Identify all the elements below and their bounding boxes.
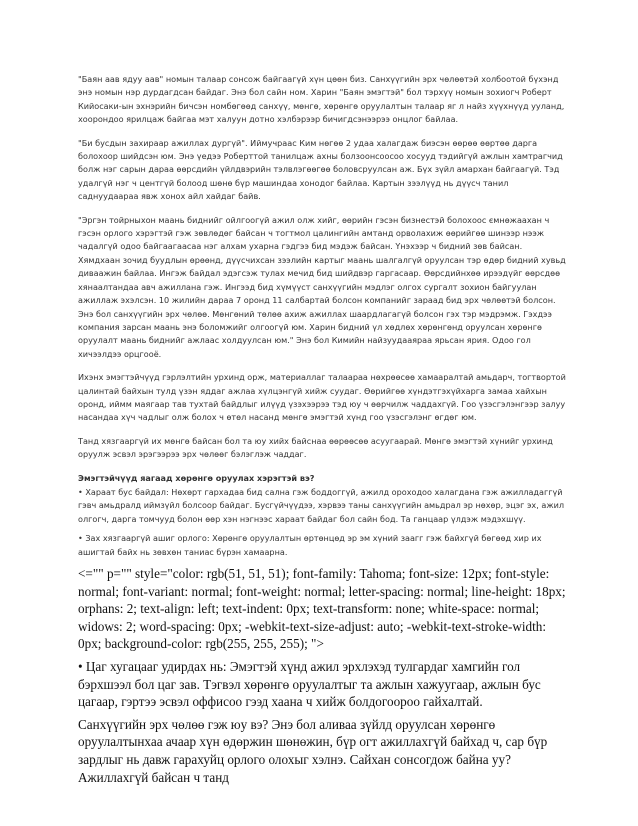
intro-paragraph: "Баян аав ядуу аав" номын талаар сонсож байгаагүй хүн цөөн биз. Санхүүгийн эрх чөлөөтэй холбоотой бүхэнд энэ номын нэр дурдагдсан байдаг. Энэ бол сайн ном. Харин "Баян эмэгтэй" бол тэрхүү номын зохиогч Роберт Кийосаки-ын эхнэрийн бичсэн номбөгөөд санхүү, мөнгө, хөрөнгө оруулалтын талаар яг л найз хүүхнүүд ууланд, хоорондоо ярилцаж байгаа мэт халуун дотно хэлбэрээр бичигдсэнээрээ онцлог байлаа.: [78, 74, 565, 125]
section-heading: Эмэгтэйчүүд яагаад хөрөнгө оруулах хэрэгтэй вэ?: [78, 472, 315, 483]
bullet-time-management: • Цаг хугацааг удирдах нь: Эмэгтэй хүнд ажил эрхлэхэд тулгардаг хамгийн гол бэрхшээл бол цаг зав. Тэгвэл хөрөнгө оруулалтыг та ажлын хажуугаар, ажлын бус цагаар, гэртээ эсвэл оффисоо гээд хаана ч хийж болдогоороо гайхалтай.: [78, 658, 541, 710]
bullet-unlimited-income: • Зах хязгааргүй ашиг орлого: Хөрөнгө оруулалтын өртөнцөд эр эм хүний заагг гэж байхгүй бөгөөд хир их ашигтай байх нь зөвхөн таниас бүрэн хамаарна.: [78, 533, 542, 557]
kim-quote-paragraph: "Би бусдын захираар ажиллах дургүй". Иймучраас Ким нөгөө 2 удаа халагдаж биэсэн өөрөө өөртөө дарга болохоор шийдсэн юм. Энэ үедээ Роберттой танилцаж ахны болзоонсоосоо хосууд тэдийгүй ажлын хамтрагчид болж нэг сарын дараа өөрсдийн үйлдвэрийн тэлвлэгөөгөө боловсруулсан аж. Бүх зүйл амархан байгаагүй. Тэд удалгүй нэг ч центгүй болоод шөнө бүр машиндаа хонодог байлаа. Картын зээлүүд нь дүүсч танил саднуудаараа явж хонох айл хайдаг байв.: [78, 137, 563, 202]
kim-story-paragraph: "Эргэн тойрныхон маань биднийг ойлгоогүй ажил олж хийг, өөрийн гэсэн бизнестэй болохоос ємнөжаахан ч гэсэн орлого хэрэгтэй гэж зөвлөдөг байсан ч тогтмол цалингийн амтанд орволахиж өөрийгөө шинээр нээж чадалгүй одоо байгаагаасаа нэг алхам ухарна гэдгээ бид мэдэж байсан. Үнэхээр ч бидний зөв байсан. Хямдхаан зочид буудлын өрөөнд, дүүсчихсан зээлийн картыг маань шалгалгүй оруулсан тэр өдөр бидний хувьд диваажин байлаа. Ингэж байдал эдэгсэж тулах мечид бид шийдвэр гаргасаар. Өөрсдийнхөө ирээдүйг өөрсдөө хянаалтандаа авч ажиллана гэж. Ингээд бид хүмүүст санхүүгийн мэдлэг олгох сургалт зохион байгуулан ажиллаж эхэлсэн. 10 жилийн дараа 7 оронд 11 салбартай болсон компанийг зараад бид эрх чөлөөтэй болсон. Энэ бол санхүүгийн эрх чөлөө. Мөнгөний төлөө ахиж ажиллах шаардлагагүй болсон гэх тэр мэдрэмж. Гэхдээ компания зарсан маань энэ боломжийг олгоогүй юм. Харин бидний үл хөдлөх хөрөнгөнд оруулсан хөрөнгө оруулалт маань биднийг ажлаас холдуулсан юм." Энэ бол Кимийн найзуудааяраа ярьсан ярия. Одоо гол хичээлдээ орцгооё.: [78, 214, 566, 359]
article-body: [78, 73, 566, 791]
women-trap-paragraph: Ихэнх эмэгтэйчүүд гэрлэлтийн урхинд орж, материаллаг талаараа нөхрөөсөө хамааралтай амьдарч, тогтвортой цалинтай байхын тулд үзэн яддаг ажлаа хүлцэнгүй хийж суудаг. Өөрийгөө хүндэтгэхүйхарга замаа хайхын оронд, иймм маягаар тав тухтай байдлыг илүүд үзэхээрээ тэд юу ч өөрчилж чаддахгүй. Гоо үзэсгэлэнгээр залуу насандаа хүч чадлыг олж болох ч өтөл насанд мөнгө эмэгтэй хүнд гоо үзэсгэлэнг өгдөг юм.: [78, 372, 566, 423]
question-paragraph: Танд хязгааргүй их мөнгө байсан бол та юу хийх байснаа өөрөөсөө асуугаарай. Мөнгө эмэгтэй хүнийг урхинд оруулж эсвэл эрэгээрээ эрх чөлөөг бэлэглэж чаддаг.: [78, 435, 553, 460]
financial-freedom-paragraph: Санхүүгийн эрх чөлөө гэж юу вэ? Энэ бол аливаа зүйлд оруулсан хөрөнгө оруулалтынхаа ачаар хүн өдөржин шөнөжин, бүр огт ажиллахгүй байхад ч, сар бүр зардлыг нь давж гарахуйц орлого олохыг хэлнэ. Сайхан сонсогдож байна уу? Ажиллахгүй байсан ч танд: [78, 716, 548, 785]
raw-html-artifact-text: <="" p="" style="color: rgb(51, 51, 51); font-family: Tahoma; font-size: 12px; font-style: normal; font-variant: normal; font-weight: normal; letter-spacing: normal; line-height: 18px; orphans: 2; text-align: left; text-indent: 0px; text-transform: none; white-space: normal; widows: 2; word-spacing: 0px; -webkit-text-size-adjust: auto; -webkit-text-stroke-width: 0px; background-color: rgb(255, 255, 255); ">: [78, 566, 566, 652]
bullet-independence: • Хараат бус байдал: Нөхөрт гархадаа бид сална гэж боддоггүй, ажилд ороходоо халагдана гэж ажилладаггүй гэвч амьдралд иймзүйл болсоор байдаг. Бусгүйчүүдээ, хэрвээ таны санхүүгийн амьдрал эр нөхөр, эцэг эх, ажил олгогч, дарга томчууд болон өөр хэн нэгнээс хараат байдаг бол сайн бод. Та ганцаар үлдэж мэдэхшүү.: [78, 486, 565, 524]
